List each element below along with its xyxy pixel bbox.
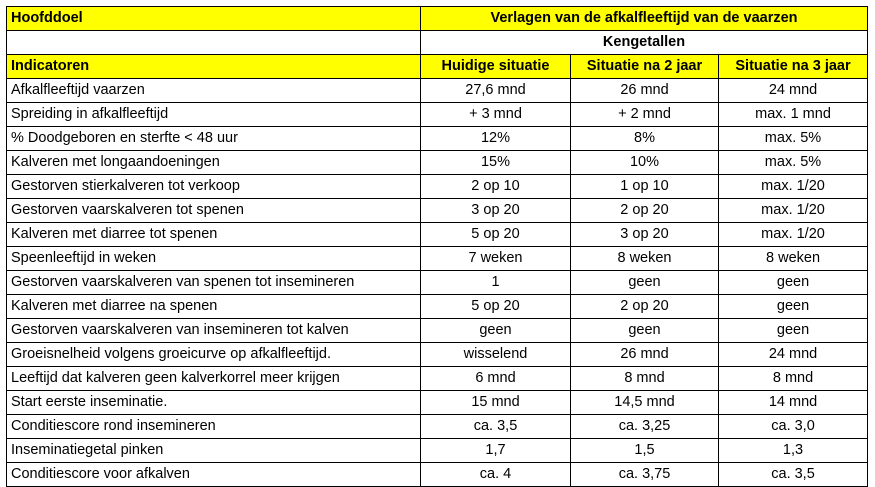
three-year-value-cell: max. 5% (719, 127, 868, 151)
table-row (7, 391, 868, 415)
current-value-cell: geen (421, 319, 571, 343)
three-year-value-cell: max. 1 mnd (719, 103, 868, 127)
three-year-value-cell: 1,3 (719, 439, 868, 463)
two-year-value-cell: 26 mnd (571, 79, 719, 103)
two-year-value-cell: + 2 mnd (571, 103, 719, 127)
indicator-cell: Kalveren met diarree tot spenen (7, 223, 421, 247)
indicator-cell: Spreiding in afkalfleeftijd (7, 103, 421, 127)
table-row (7, 175, 868, 199)
indicator-cell: Speenleeftijd in weken (7, 247, 421, 271)
two-year-value-cell: 1,5 (571, 439, 719, 463)
two-year-value-cell: geen (571, 271, 719, 295)
current-value-cell: 2 op 10 (421, 175, 571, 199)
table-row (7, 103, 868, 127)
subheader-title: Kengetallen (421, 31, 868, 55)
goal-label: Hoofddoel (7, 7, 421, 31)
table-row (7, 367, 868, 391)
table-row (7, 295, 868, 319)
three-year-value-cell: ca. 3,5 (719, 463, 868, 487)
table-row (7, 463, 868, 487)
table-row (7, 151, 868, 175)
indicator-cell: Afkalfleeftijd vaarzen (7, 79, 421, 103)
indicator-cell: Gestorven vaarskalveren tot spenen (7, 199, 421, 223)
indicator-cell: Leeftijd dat kalveren geen kalverkorrel meer krijgen (7, 367, 421, 391)
current-value-cell: 1,7 (421, 439, 571, 463)
three-year-value-cell: geen (719, 319, 868, 343)
table-row (7, 199, 868, 223)
current-value-cell: 5 op 20 (421, 295, 571, 319)
table-row (7, 343, 868, 367)
two-year-value-cell: 3 op 20 (571, 223, 719, 247)
table-row (7, 247, 868, 271)
three-year-value-cell: max. 1/20 (719, 223, 868, 247)
two-year-value-cell: geen (571, 319, 719, 343)
two-year-value-cell: 14,5 mnd (571, 391, 719, 415)
table-row (7, 439, 868, 463)
current-value-cell: 6 mnd (421, 367, 571, 391)
two-year-value-cell: 10% (571, 151, 719, 175)
column-header-row (7, 55, 868, 79)
three-year-value-cell: geen (719, 271, 868, 295)
indicator-cell: Kalveren met diarree na spenen (7, 295, 421, 319)
indicator-cell: Conditiescore voor afkalven (7, 463, 421, 487)
three-year-value-cell: 14 mnd (719, 391, 868, 415)
table-row (7, 319, 868, 343)
table-row (7, 415, 868, 439)
two-year-value-cell: 2 op 20 (571, 295, 719, 319)
current-value-cell: + 3 mnd (421, 103, 571, 127)
goal-title: Verlagen van de afkalfleeftijd van de vaarzen (421, 7, 868, 31)
subheader-row (7, 31, 868, 55)
indicator-cell: Start eerste inseminatie. (7, 391, 421, 415)
current-value-cell: 15% (421, 151, 571, 175)
column-header-2-years: Situatie na 2 jaar (571, 55, 719, 79)
two-year-value-cell: 26 mnd (571, 343, 719, 367)
current-value-cell: ca. 3,5 (421, 415, 571, 439)
indicator-cell: Groeisnelheid volgens groeicurve op afkalfleeftijd. (7, 343, 421, 367)
three-year-value-cell: geen (719, 295, 868, 319)
two-year-value-cell: 2 op 20 (571, 199, 719, 223)
subheader-empty (7, 31, 421, 55)
current-value-cell: 1 (421, 271, 571, 295)
current-value-cell: 12% (421, 127, 571, 151)
two-year-value-cell: ca. 3,75 (571, 463, 719, 487)
current-value-cell: 5 op 20 (421, 223, 571, 247)
kpi-table (6, 6, 868, 487)
two-year-value-cell: ca. 3,25 (571, 415, 719, 439)
column-header-indicators: Indicatoren (7, 55, 421, 79)
three-year-value-cell: max. 1/20 (719, 175, 868, 199)
indicator-cell: Kalveren met longaandoeningen (7, 151, 421, 175)
current-value-cell: ca. 4 (421, 463, 571, 487)
indicator-cell: Conditiescore rond insemineren (7, 415, 421, 439)
current-value-cell: 3 op 20 (421, 199, 571, 223)
current-value-cell: wisselend (421, 343, 571, 367)
two-year-value-cell: 8 mnd (571, 367, 719, 391)
two-year-value-cell: 1 op 10 (571, 175, 719, 199)
column-header-current: Huidige situatie (421, 55, 571, 79)
table-row (7, 127, 868, 151)
three-year-value-cell: 8 mnd (719, 367, 868, 391)
current-value-cell: 7 weken (421, 247, 571, 271)
indicator-cell: Gestorven vaarskalveren van spenen tot insemineren (7, 271, 421, 295)
two-year-value-cell: 8% (571, 127, 719, 151)
indicator-cell: Gestorven stierkalveren tot verkoop (7, 175, 421, 199)
three-year-value-cell: ca. 3,0 (719, 415, 868, 439)
indicator-cell: % Doodgeboren en sterfte < 48 uur (7, 127, 421, 151)
three-year-value-cell: max. 1/20 (719, 199, 868, 223)
indicator-cell: Gestorven vaarskalveren van insemineren tot kalven (7, 319, 421, 343)
current-value-cell: 27,6 mnd (421, 79, 571, 103)
indicator-cell: Inseminatiegetal pinken (7, 439, 421, 463)
three-year-value-cell: 24 mnd (719, 343, 868, 367)
column-header-3-years: Situatie na 3 jaar (719, 55, 868, 79)
two-year-value-cell: 8 weken (571, 247, 719, 271)
current-value-cell: 15 mnd (421, 391, 571, 415)
three-year-value-cell: max. 5% (719, 151, 868, 175)
table-row (7, 223, 868, 247)
table-row (7, 79, 868, 103)
table-row (7, 271, 868, 295)
three-year-value-cell: 24 mnd (719, 79, 868, 103)
three-year-value-cell: 8 weken (719, 247, 868, 271)
goal-row (7, 7, 868, 31)
